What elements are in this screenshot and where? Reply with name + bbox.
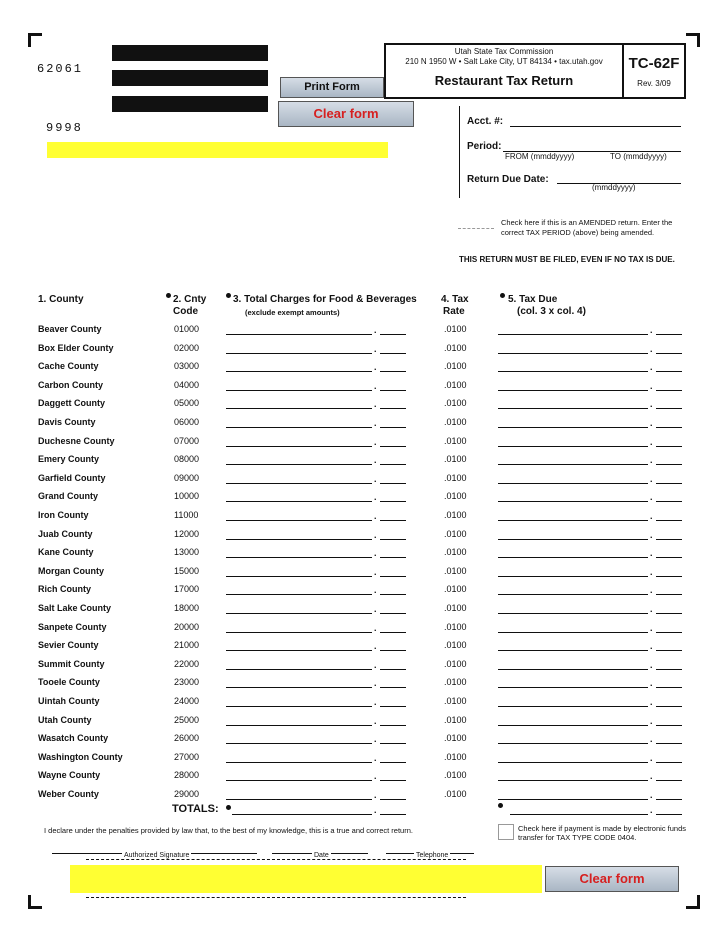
charges-cents-field[interactable] <box>380 632 406 633</box>
tax-due-cents-field[interactable] <box>656 687 682 688</box>
redaction-bar <box>112 96 268 112</box>
tax-due-dollars-field[interactable] <box>498 427 648 428</box>
county-code: 15000 <box>174 566 200 576</box>
charges-cents-field[interactable] <box>380 520 406 521</box>
tax-due-dollars-field[interactable] <box>498 464 648 465</box>
charges-dollars-field[interactable] <box>226 557 372 558</box>
col-charges-header: 3. Total Charges for Food & Beverages <box>233 294 417 305</box>
decimal-point: . <box>374 455 377 465</box>
county-name: Grand County <box>38 491 98 501</box>
tax-rate: .0100 <box>444 510 467 520</box>
tax-rate: .0100 <box>444 361 467 371</box>
decimal-point: . <box>374 771 377 781</box>
charges-dollars-field[interactable] <box>226 650 372 651</box>
tax-due-cents-field[interactable] <box>656 334 682 335</box>
charges-dollars-field[interactable] <box>226 576 372 577</box>
decimal-point: . <box>650 511 653 521</box>
charges-dollars-field[interactable] <box>226 687 372 688</box>
form-header-box <box>384 43 686 99</box>
tax-due-cents-field[interactable] <box>656 762 682 763</box>
charges-dollars-field[interactable] <box>226 501 372 502</box>
decimal-point: . <box>650 548 653 558</box>
tax-rate: .0100 <box>444 566 467 576</box>
tax-due-dollars-field[interactable] <box>498 743 648 744</box>
tax-due-dollars-field[interactable] <box>498 669 648 670</box>
county-name: Carbon County <box>38 380 103 390</box>
tax-due-cents-field[interactable] <box>656 706 682 707</box>
county-name: Emery County <box>38 454 100 464</box>
period-label: Period: <box>467 141 502 152</box>
agency-address: 210 N 1950 W • Salt Lake City, UT 84134 • tax.utah.gov <box>405 57 603 66</box>
filing-notice: THIS RETURN MUST BE FILED, EVEN IF NO TAX IS DUE. <box>459 255 675 264</box>
tax-due-dollars-field[interactable] <box>498 613 648 614</box>
charges-cents-field[interactable] <box>380 799 406 800</box>
total-charges-field[interactable] <box>232 814 372 815</box>
corner-mark-bottom-right <box>686 895 700 909</box>
form-revision: Rev. 3/09 <box>637 79 671 88</box>
charges-dollars-field[interactable] <box>226 780 372 781</box>
decimal-point: . <box>650 399 653 409</box>
clear-form-button-top[interactable]: Clear form <box>278 101 414 127</box>
declaration-text: I declare under the penalties provided by law that, to the best of my knowledge, this is a true and correct return. <box>44 826 413 835</box>
col-taxdue-header-2: (col. 3 x col. 4) <box>517 306 586 317</box>
county-name: Sanpete County <box>38 622 107 632</box>
charges-cents-field[interactable] <box>380 687 406 688</box>
county-name: Kane County <box>38 547 94 557</box>
tax-due-cents-field[interactable] <box>656 464 682 465</box>
account-divider <box>459 106 460 198</box>
county-name: Cache County <box>38 361 99 371</box>
decimal-point: . <box>374 734 377 744</box>
county-name: Morgan County <box>38 566 104 576</box>
county-name: Uintah County <box>38 696 100 706</box>
charges-dollars-field[interactable] <box>226 446 372 447</box>
required-dot <box>500 293 505 298</box>
county-name: Duchesne County <box>38 436 115 446</box>
agency-name: Utah State Tax Commission <box>454 47 554 56</box>
county-code: 05000 <box>174 398 200 408</box>
tax-rate: .0100 <box>444 343 467 353</box>
tax-rate: .0100 <box>444 715 467 725</box>
county-code: 08000 <box>174 454 200 464</box>
decimal-point: . <box>374 660 377 670</box>
decimal-point: . <box>650 623 653 633</box>
county-name: Summit County <box>38 659 105 669</box>
signature-label: Authorized Signature <box>124 852 190 859</box>
tax-due-cents-field[interactable] <box>656 557 682 558</box>
decimal-point: . <box>374 492 377 502</box>
county-name: Juab County <box>38 529 93 539</box>
charges-dollars-field[interactable] <box>226 762 372 763</box>
county-code: 01000 <box>174 324 200 334</box>
charges-cents-field[interactable] <box>380 390 406 391</box>
tax-due-dollars-field[interactable] <box>498 390 648 391</box>
charges-cents-field[interactable] <box>380 334 406 335</box>
acct-field[interactable] <box>510 126 681 127</box>
tax-rate: .0100 <box>444 677 467 687</box>
tax-due-cents-field[interactable] <box>656 390 682 391</box>
decimal-point: . <box>374 716 377 726</box>
decimal-point: . <box>374 604 377 614</box>
charges-dollars-field[interactable] <box>226 594 372 595</box>
tax-rate: .0100 <box>444 454 467 464</box>
charges-dollars-field[interactable] <box>226 799 372 800</box>
decimal-point: . <box>650 641 653 651</box>
corner-mark-top-left <box>28 33 42 47</box>
tax-rate: .0100 <box>444 473 467 483</box>
charges-cents-field[interactable] <box>380 427 406 428</box>
decimal-point: . <box>650 344 653 354</box>
decimal-point: . <box>650 418 653 428</box>
decimal-point: . <box>374 344 377 354</box>
decimal-point: . <box>374 548 377 558</box>
name-address-field[interactable] <box>47 142 388 158</box>
charges-dollars-field[interactable] <box>226 613 372 614</box>
tax-due-dollars-field[interactable] <box>498 520 648 521</box>
dashed-guide <box>86 859 466 860</box>
telephone-label: Telephone <box>416 852 449 859</box>
decimal-point: . <box>374 678 377 688</box>
tax-due-cents-field[interactable] <box>656 427 682 428</box>
amended-text: Check here if this is an AMENDED return. Enter the correct TAX PERIOD (above) being amended. <box>501 218 673 237</box>
charges-cents-field[interactable] <box>380 501 406 502</box>
tax-due-dollars-field[interactable] <box>498 576 648 577</box>
tax-due-dollars-field[interactable] <box>498 334 648 335</box>
decimal-point: . <box>650 805 653 815</box>
tax-rate: .0100 <box>444 752 467 762</box>
tax-due-dollars-field[interactable] <box>498 501 648 502</box>
charges-cents-field[interactable] <box>380 576 406 577</box>
corner-mark-top-right <box>686 33 700 47</box>
total-tax-due-cents-field[interactable] <box>656 814 682 815</box>
county-name: Wasatch County <box>38 733 109 743</box>
tax-due-dollars-field[interactable] <box>498 632 648 633</box>
charges-cents-field[interactable] <box>380 780 406 781</box>
col-taxdue-header-1: 5. Tax Due <box>508 294 558 305</box>
charges-dollars-field[interactable] <box>226 539 372 540</box>
charges-cents-field[interactable] <box>380 557 406 558</box>
tax-due-cents-field[interactable] <box>656 576 682 577</box>
decimal-point: . <box>650 697 653 707</box>
required-dot <box>226 805 231 810</box>
col-rate-header-1: 4. Tax <box>441 294 469 305</box>
tax-rate: .0100 <box>444 622 467 632</box>
county-code: 02000 <box>174 343 200 353</box>
tax-due-dollars-field[interactable] <box>498 353 648 354</box>
charges-cents-field[interactable] <box>380 371 406 372</box>
county-name: Wayne County <box>38 770 101 780</box>
decimal-point: . <box>374 362 377 372</box>
tax-due-dollars-field[interactable] <box>498 725 648 726</box>
tax-due-cents-field[interactable] <box>656 594 682 595</box>
tax-due-cents-field[interactable] <box>656 780 682 781</box>
charges-dollars-field[interactable] <box>226 334 372 335</box>
eft-checkbox[interactable] <box>498 824 514 840</box>
decimal-point: . <box>650 567 653 577</box>
decimal-point: . <box>650 604 653 614</box>
clear-form-button-bottom[interactable]: Clear form <box>545 866 679 892</box>
tax-rate: .0100 <box>444 789 467 799</box>
charges-cents-field[interactable] <box>380 762 406 763</box>
decimal-point: . <box>374 530 377 540</box>
decimal-point: . <box>650 325 653 335</box>
county-code: 18000 <box>174 603 200 613</box>
charges-cents-field[interactable] <box>380 464 406 465</box>
print-form-button[interactable]: Print Form <box>280 77 384 98</box>
tax-due-cents-field[interactable] <box>656 539 682 540</box>
col-county-header: 1. County <box>38 294 84 305</box>
tax-due-cents-field[interactable] <box>656 725 682 726</box>
tax-rate: .0100 <box>444 398 467 408</box>
decimal-point: . <box>374 697 377 707</box>
tax-due-cents-field[interactable] <box>656 799 682 800</box>
tax-rate: .0100 <box>444 547 467 557</box>
county-name: Salt Lake County <box>38 603 112 613</box>
tax-due-dollars-field[interactable] <box>498 483 648 484</box>
form-number-top: 62061 <box>37 62 84 76</box>
decimal-point: . <box>374 399 377 409</box>
decimal-point: . <box>650 492 653 502</box>
corner-mark-bottom-left <box>28 895 42 909</box>
decimal-point: . <box>374 805 377 815</box>
county-code: 20000 <box>174 622 200 632</box>
county-code: 25000 <box>174 715 200 725</box>
period-to-label: TO (mmddyyyy) <box>610 152 667 161</box>
decimal-point: . <box>374 437 377 447</box>
due-date-format: (mmddyyyy) <box>592 183 636 192</box>
county-code: 29000 <box>174 789 200 799</box>
charges-dollars-field[interactable] <box>226 371 372 372</box>
tax-rate: .0100 <box>444 696 467 706</box>
tax-due-dollars-field[interactable] <box>498 762 648 763</box>
tax-due-cents-field[interactable] <box>656 613 682 614</box>
tax-due-dollars-field[interactable] <box>498 799 648 800</box>
decimal-point: . <box>650 530 653 540</box>
decimal-point: . <box>374 418 377 428</box>
decimal-point: . <box>650 474 653 484</box>
county-code: 17000 <box>174 584 200 594</box>
charges-cents-field[interactable] <box>380 446 406 447</box>
tax-rate: .0100 <box>444 770 467 780</box>
charges-cents-field[interactable] <box>380 408 406 409</box>
charges-cents-field[interactable] <box>380 743 406 744</box>
charges-dollars-field[interactable] <box>226 390 372 391</box>
tax-due-cents-field[interactable] <box>656 483 682 484</box>
tax-due-dollars-field[interactable] <box>498 539 648 540</box>
county-name: Garfield County <box>38 473 106 483</box>
decimal-point: . <box>650 437 653 447</box>
decimal-point: . <box>374 511 377 521</box>
county-name: Washington County <box>38 752 123 762</box>
county-code: 28000 <box>174 770 200 780</box>
charges-dollars-field[interactable] <box>226 353 372 354</box>
charges-dollars-field[interactable] <box>226 520 372 521</box>
county-code: 03000 <box>174 361 200 371</box>
tax-rate: .0100 <box>444 733 467 743</box>
charges-dollars-field[interactable] <box>226 408 372 409</box>
decimal-point: . <box>374 381 377 391</box>
decimal-point: . <box>650 790 653 800</box>
required-dot <box>498 803 503 808</box>
county-code: 13000 <box>174 547 200 557</box>
eft-text: Check here if payment is made by electronic funds transfer for TAX TYPE CODE 0404. <box>518 824 686 842</box>
decimal-point: . <box>650 455 653 465</box>
county-name: Tooele County <box>38 677 100 687</box>
decimal-point: . <box>374 753 377 763</box>
county-code: 24000 <box>174 696 200 706</box>
charges-cents-field[interactable] <box>380 613 406 614</box>
charges-dollars-field[interactable] <box>226 483 372 484</box>
acct-label: Acct. #: <box>467 116 504 127</box>
tax-due-dollars-field[interactable] <box>498 706 648 707</box>
county-name: Davis County <box>38 417 96 427</box>
charges-dollars-field[interactable] <box>226 725 372 726</box>
required-dot <box>226 293 231 298</box>
county-name: Box Elder County <box>38 343 114 353</box>
decimal-point: . <box>650 362 653 372</box>
county-name: Iron County <box>38 510 89 520</box>
county-code: 07000 <box>174 436 200 446</box>
tax-due-dollars-field[interactable] <box>498 408 648 409</box>
decimal-point: . <box>650 771 653 781</box>
tax-rate: .0100 <box>444 324 467 334</box>
charges-dollars-field[interactable] <box>226 706 372 707</box>
decimal-point: . <box>650 753 653 763</box>
totals-label: TOTALS: <box>172 803 219 815</box>
tax-due-cents-field[interactable] <box>656 669 682 670</box>
charges-cents-field[interactable] <box>380 706 406 707</box>
county-code: 10000 <box>174 491 200 501</box>
decimal-point: . <box>374 623 377 633</box>
county-name: Sevier County <box>38 640 99 650</box>
date-label: Date <box>314 852 329 859</box>
tax-rate: .0100 <box>444 640 467 650</box>
tax-rate: .0100 <box>444 659 467 669</box>
tax-due-cents-field[interactable] <box>656 520 682 521</box>
col-code-header-2: Code <box>173 306 198 317</box>
charges-cents-field[interactable] <box>380 650 406 651</box>
tax-due-cents-field[interactable] <box>656 371 682 372</box>
decimal-point: . <box>374 641 377 651</box>
decimal-point: . <box>650 585 653 595</box>
charges-cents-field[interactable] <box>380 594 406 595</box>
total-tax-due-field[interactable] <box>510 814 648 815</box>
decimal-point: . <box>650 381 653 391</box>
county-name: Daggett County <box>38 398 105 408</box>
county-name: Beaver County <box>38 324 102 334</box>
county-code: 22000 <box>174 659 200 669</box>
required-dot <box>166 293 171 298</box>
redaction-bar <box>112 45 268 61</box>
tax-due-dollars-field[interactable] <box>498 557 648 558</box>
charges-dollars-field[interactable] <box>226 743 372 744</box>
tax-due-dollars-field[interactable] <box>498 780 648 781</box>
decimal-point: . <box>650 716 653 726</box>
dashed-guide <box>86 897 466 898</box>
tax-rate: .0100 <box>444 380 467 390</box>
charges-dollars-field[interactable] <box>226 464 372 465</box>
tax-rate: .0100 <box>444 603 467 613</box>
redaction-bar <box>112 70 268 86</box>
tax-rate: .0100 <box>444 417 467 427</box>
decimal-point: . <box>650 660 653 670</box>
tax-due-cents-field[interactable] <box>656 446 682 447</box>
charges-cents-field[interactable] <box>380 669 406 670</box>
form-number-bottom: 9998 <box>46 121 83 135</box>
col-rate-header-2: Rate <box>443 306 465 317</box>
decimal-point: . <box>374 567 377 577</box>
tax-due-dollars-field[interactable] <box>498 650 648 651</box>
tax-due-dollars-field[interactable] <box>498 446 648 447</box>
tax-due-cents-field[interactable] <box>656 501 682 502</box>
form-id: TC-62F <box>628 55 680 72</box>
decimal-point: . <box>374 325 377 335</box>
charges-dollars-field[interactable] <box>226 427 372 428</box>
decimal-point: . <box>374 474 377 484</box>
amended-checkbox[interactable] <box>458 228 494 229</box>
tax-due-dollars-field[interactable] <box>498 594 648 595</box>
charges-cents-field[interactable] <box>380 539 406 540</box>
tax-rate: .0100 <box>444 584 467 594</box>
tax-due-cents-field[interactable] <box>656 632 682 633</box>
county-name: Weber County <box>38 789 99 799</box>
charges-dollars-field[interactable] <box>226 632 372 633</box>
form-title: Restaurant Tax Return <box>434 73 574 88</box>
col-code-header-1: 2. Cnty <box>173 294 207 305</box>
decimal-point: . <box>650 734 653 744</box>
decimal-point: . <box>374 790 377 800</box>
period-from-label: FROM (mmddyyyy) <box>505 152 575 161</box>
col-charges-subheader: (exclude exempt amounts) <box>245 308 340 317</box>
charges-cents-field[interactable] <box>380 725 406 726</box>
charges-cents-field[interactable] <box>380 353 406 354</box>
county-code: 12000 <box>174 529 200 539</box>
payment-notes-field[interactable] <box>70 865 542 893</box>
county-code: 06000 <box>174 417 200 427</box>
tax-due-dollars-field[interactable] <box>498 687 648 688</box>
county-name: Utah County <box>38 715 92 725</box>
tax-rate: .0100 <box>444 491 467 501</box>
county-code: 11000 <box>174 510 199 520</box>
tax-due-cents-field[interactable] <box>656 650 682 651</box>
county-code: 23000 <box>174 677 200 687</box>
total-charges-cents-field[interactable] <box>380 814 406 815</box>
charges-dollars-field[interactable] <box>226 669 372 670</box>
tax-rate: .0100 <box>444 436 467 446</box>
charges-cents-field[interactable] <box>380 483 406 484</box>
decimal-point: . <box>374 585 377 595</box>
tax-rate: .0100 <box>444 529 467 539</box>
tax-due-dollars-field[interactable] <box>498 371 648 372</box>
tax-due-cents-field[interactable] <box>656 743 682 744</box>
county-code: 26000 <box>174 733 200 743</box>
tax-due-cents-field[interactable] <box>656 353 682 354</box>
county-code: 04000 <box>174 380 200 390</box>
county-name: Rich County <box>38 584 91 594</box>
due-date-label: Return Due Date: <box>467 174 549 185</box>
tax-due-cents-field[interactable] <box>656 408 682 409</box>
decimal-point: . <box>650 678 653 688</box>
county-code: 27000 <box>174 752 200 762</box>
county-code: 21000 <box>174 640 200 650</box>
county-code: 09000 <box>174 473 200 483</box>
